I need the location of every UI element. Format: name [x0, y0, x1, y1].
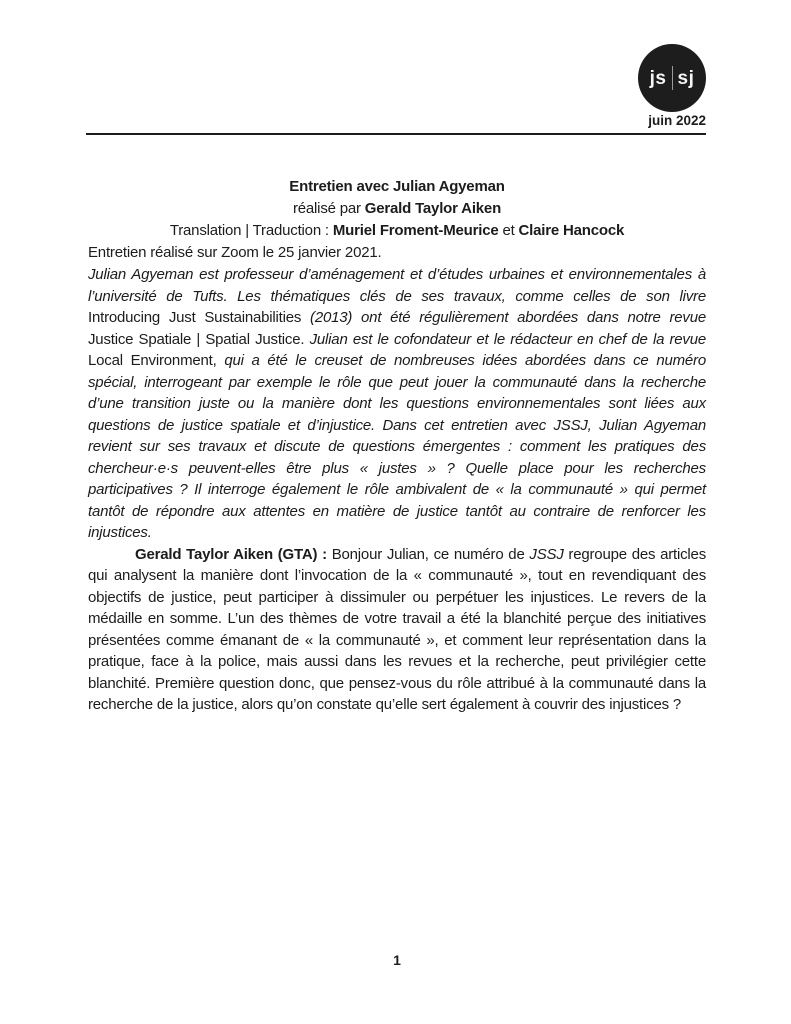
- text-segment: Gerald Taylor Aiken: [364, 200, 502, 217]
- text-segment: Local Environment,: [88, 352, 217, 369]
- page-number: 1: [393, 952, 401, 968]
- text-segment: réalisé par: [292, 200, 365, 217]
- logo-text-sj: sj: [677, 67, 695, 89]
- jssj-logo: [638, 44, 706, 112]
- text-segment: Julian Agyeman est professeur d’aménagement et d’études urbaines et environnementales à l’université de Tufts. Les thématiques clés de ses travaux, comme celles de son livre: [88, 266, 706, 305]
- interview-note: Entretien réalisé sur Zoom le 25 janvier 2021.: [88, 244, 382, 261]
- article-title: Entretien avec Julian Agyeman: [289, 178, 505, 195]
- article-content: [88, 176, 706, 716]
- text-segment: regroupe des articles qui analysent la manière dont l’invocation de la « communauté », tout en revendiquant des objectifs de justice, peut participer à dissimuler ou perpétuer les injustices. Le revers de la médaille en somme. L’un des thèmes de votre travail a été la blanchité perçue des initiatives présentées comme émanant de « la communauté », et comment leur représentation dans la pratique, face à la police, mais aussi dans les revues et la recherche, peut privilégier cette blanchité. Première question donc, que pensez-vous du rôle attribué à la communauté dans la recherche de la justice, alors qu’on constate qu’elle sert également à couvrir des injustices ?: [88, 545, 706, 713]
- text-segment: qui a été le creuset de nombreuses idées abordées dans ce numéro spécial, interrogeant par exemple le rôle que peut jouer la communauté dans la recherche d’une transition juste ou la manière dont les questions environnementales sont liées aux questions de justice spatiale et d’injustice. Dans cet entretien avec JSSJ, Julian Agyeman revient sur ses travaux et discute de questions émergentes : comment les pratiques des chercheur·e·s peuvent-elles être plus « justes » ? Quelle place pour les recherches participatives ? Il interroge également le rôle ambivalent de « la communauté » qui permet tantôt de répondre aux attentes en matière de justice tantôt au contraire de renforcer les injustices.: [88, 352, 706, 541]
- text-segment: Justice Spatiale | Spatial Justice.: [88, 330, 305, 348]
- text-segment: Claire Hancock: [518, 222, 625, 239]
- text-segment: (2013) ont été régulièrement abordées dans notre revue: [301, 309, 706, 326]
- logo-divider: [672, 66, 673, 90]
- byline: [88, 198, 706, 220]
- intro-paragraph: [88, 264, 706, 544]
- text-segment: Translation | Traduction :: [169, 222, 333, 239]
- text-segment: Julian est le cofondateur et le rédacteur en chef de la revue: [304, 330, 706, 348]
- translation-credit: [88, 220, 706, 242]
- logo-text-js: js: [649, 67, 667, 89]
- question-paragraph: [88, 544, 706, 716]
- text-segment: Bonjour Julian, ce numéro de: [331, 545, 530, 563]
- page-footer: [88, 952, 706, 970]
- text-segment: Gerald Taylor Aiken (GTA) :: [135, 545, 332, 563]
- text-segment: Muriel Froment-Meurice: [332, 222, 499, 239]
- issue-date: juin 2022: [648, 113, 706, 128]
- text-segment: et: [498, 222, 519, 239]
- text-segment: JSSJ: [529, 545, 564, 563]
- text-segment: Introducing Just Sustainabilities: [88, 309, 302, 326]
- header-rule: [86, 133, 706, 135]
